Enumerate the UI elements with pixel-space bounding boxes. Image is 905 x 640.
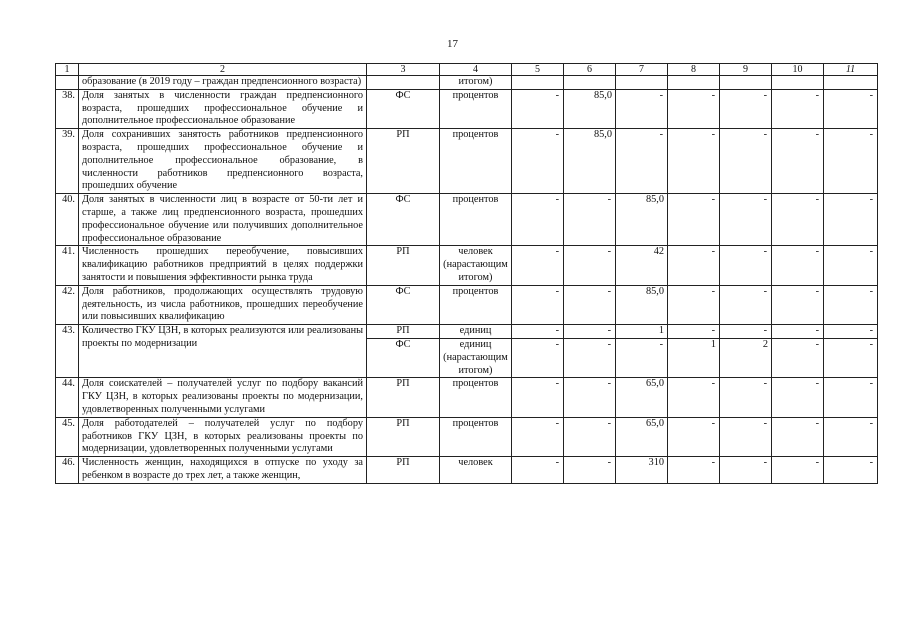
indicator-name: Численность женщин, находящихся в отпуске по уходу за ребенком в возрасте до трех лет, а также женщин,	[79, 457, 367, 484]
value-cell: -	[720, 246, 772, 285]
table-row	[56, 246, 878, 285]
unit-cell: процентов	[440, 285, 512, 324]
column-number: 7	[616, 64, 668, 76]
row-number: 45.	[56, 417, 79, 456]
value-cell	[720, 76, 772, 90]
value-cell: -	[564, 378, 616, 417]
source-cell: ФС	[367, 338, 440, 377]
value-cell: -	[616, 129, 668, 194]
value-cell: -	[668, 325, 720, 339]
value-cell: -	[564, 325, 616, 339]
source-cell: РП	[367, 325, 440, 339]
source-cell: РП	[367, 457, 440, 484]
row-number: 46.	[56, 457, 79, 484]
table-row	[56, 378, 878, 417]
source-cell: РП	[367, 246, 440, 285]
value-cell	[772, 76, 824, 90]
column-number: 9	[720, 64, 772, 76]
value-cell: 2	[720, 338, 772, 377]
unit-cell: процентов	[440, 89, 512, 128]
column-number: 11	[824, 64, 878, 76]
value-cell: 310	[616, 457, 668, 484]
value-cell: -	[668, 129, 720, 194]
value-cell: -	[720, 325, 772, 339]
table-row	[56, 325, 878, 339]
value-cell: -	[564, 194, 616, 246]
indicator-name: Доля работников, продолжающих осуществлять трудовую деятельность, из числа работников, прошедших переобучение или повысивших квалификацию	[79, 285, 367, 324]
row-number	[56, 76, 79, 90]
value-cell: 85,0	[564, 89, 616, 128]
value-cell: -	[512, 325, 564, 339]
source-cell: РП	[367, 129, 440, 194]
table-row-continuation	[56, 76, 878, 90]
value-cell: -	[824, 246, 878, 285]
indicator-name: образование (в 2019 году – граждан предпенсионного возраста)	[79, 76, 367, 90]
value-cell: -	[668, 285, 720, 324]
value-cell: -	[824, 325, 878, 339]
column-number: 4	[440, 64, 512, 76]
indicator-name: Доля работодателей – получателей услуг по подбору работников ГКУ ЦЗН, в которых реализованы проекты по модернизации, удовлетворенных полученными услугами	[79, 417, 367, 456]
row-number: 42.	[56, 285, 79, 324]
column-number: 6	[564, 64, 616, 76]
value-cell: -	[512, 246, 564, 285]
row-number: 39.	[56, 129, 79, 194]
table-row	[56, 457, 878, 484]
table-row	[56, 89, 878, 128]
value-cell: -	[512, 378, 564, 417]
source-cell: ФС	[367, 194, 440, 246]
value-cell: -	[668, 417, 720, 456]
value-cell: -	[564, 457, 616, 484]
unit-cell: человек (нарастающим итогом)	[440, 246, 512, 285]
value-cell: 1	[616, 325, 668, 339]
value-cell: -	[668, 246, 720, 285]
value-cell: -	[772, 338, 824, 377]
value-cell: -	[772, 89, 824, 128]
value-cell: 85,0	[616, 194, 668, 246]
value-cell: -	[824, 378, 878, 417]
row-number: 44.	[56, 378, 79, 417]
value-cell: -	[564, 285, 616, 324]
unit-cell: процентов	[440, 129, 512, 194]
table-row	[56, 417, 878, 456]
unit-cell: человек	[440, 457, 512, 484]
value-cell: -	[564, 246, 616, 285]
value-cell	[616, 76, 668, 90]
value-cell: 42	[616, 246, 668, 285]
value-cell: 85,0	[616, 285, 668, 324]
value-cell: -	[720, 129, 772, 194]
indicator-name: Доля сохранивших занятость работников предпенсионного возраста, прошедших профессиональное обучение и дополнительное профессиональное образование, в численности работников предпенсионного возраста, прошедших обучение	[79, 129, 367, 194]
source-cell	[367, 76, 440, 90]
source-cell: ФС	[367, 285, 440, 324]
value-cell: -	[772, 285, 824, 324]
value-cell: -	[616, 338, 668, 377]
value-cell: -	[564, 417, 616, 456]
indicator-name: Доля соискателей – получателей услуг по подбору вакансий ГКУ ЦЗН, в которых реализованы проекты по модернизации, удовлетворенных полученными услугами	[79, 378, 367, 417]
table-row	[56, 285, 878, 324]
value-cell: -	[824, 194, 878, 246]
value-cell: 65,0	[616, 378, 668, 417]
source-cell: РП	[367, 378, 440, 417]
table-row	[56, 129, 878, 194]
unit-cell: процентов	[440, 378, 512, 417]
column-number: 1	[56, 64, 79, 76]
row-number: 43.	[56, 325, 79, 378]
value-cell: 1	[668, 338, 720, 377]
value-cell: -	[772, 246, 824, 285]
value-cell: 85,0	[564, 129, 616, 194]
column-number-row	[56, 64, 878, 76]
value-cell: -	[772, 417, 824, 456]
unit-cell: итогом)	[440, 76, 512, 90]
unit-cell: процентов	[440, 194, 512, 246]
unit-cell: процентов	[440, 417, 512, 456]
table-row	[56, 194, 878, 246]
unit-cell: единиц (нарастающим итогом)	[440, 338, 512, 377]
row-number: 40.	[56, 194, 79, 246]
value-cell: -	[668, 89, 720, 128]
column-number: 8	[668, 64, 720, 76]
column-number: 3	[367, 64, 440, 76]
value-cell: -	[668, 457, 720, 484]
value-cell: -	[616, 89, 668, 128]
value-cell: -	[512, 417, 564, 456]
value-cell: -	[668, 194, 720, 246]
value-cell	[512, 76, 564, 90]
value-cell: -	[772, 325, 824, 339]
value-cell: -	[824, 457, 878, 484]
value-cell: -	[720, 285, 772, 324]
row-number: 41.	[56, 246, 79, 285]
value-cell: -	[720, 89, 772, 128]
source-cell: РП	[367, 417, 440, 456]
value-cell: -	[772, 457, 824, 484]
value-cell: -	[824, 129, 878, 194]
value-cell	[564, 76, 616, 90]
source-cell: ФС	[367, 89, 440, 128]
value-cell: -	[512, 89, 564, 128]
value-cell: -	[824, 89, 878, 128]
value-cell: -	[512, 194, 564, 246]
value-cell: -	[512, 129, 564, 194]
value-cell: -	[720, 194, 772, 246]
indicator-name: Численность прошедших переобучение, повысивших квалификацию работников предприятий в целях поддержки занятости и повышения эффективности рынка труда	[79, 246, 367, 285]
value-cell: -	[772, 194, 824, 246]
value-cell: -	[772, 129, 824, 194]
value-cell: -	[824, 285, 878, 324]
column-number: 5	[512, 64, 564, 76]
value-cell: -	[512, 457, 564, 484]
indicators-table	[55, 63, 878, 484]
column-number: 2	[79, 64, 367, 76]
indicator-name: Доля занятых в численности лиц в возрасте от 50-ти лет и старше, а также лиц предпенсионного возраста, прошедших профессиональное обучение или получивших дополнительное профессиональное образование	[79, 194, 367, 246]
value-cell: -	[772, 378, 824, 417]
value-cell: 65,0	[616, 417, 668, 456]
indicator-name: Количество ГКУ ЦЗН, в которых реализуются или реализованы проекты по модернизации	[79, 325, 367, 378]
indicator-name: Доля занятых в численности граждан предпенсионного возраста, прошедших профессиональное обучение и дополнительное профессиональное образование	[79, 89, 367, 128]
value-cell: -	[564, 338, 616, 377]
column-number: 10	[772, 64, 824, 76]
value-cell: -	[824, 417, 878, 456]
value-cell	[824, 76, 878, 90]
page-number: 17	[447, 38, 458, 50]
value-cell: -	[512, 285, 564, 324]
unit-cell: единиц	[440, 325, 512, 339]
value-cell	[668, 76, 720, 90]
value-cell: -	[512, 338, 564, 377]
row-number: 38.	[56, 89, 79, 128]
value-cell: -	[824, 338, 878, 377]
value-cell: -	[720, 457, 772, 484]
value-cell: -	[720, 417, 772, 456]
value-cell: -	[668, 378, 720, 417]
value-cell: -	[720, 378, 772, 417]
